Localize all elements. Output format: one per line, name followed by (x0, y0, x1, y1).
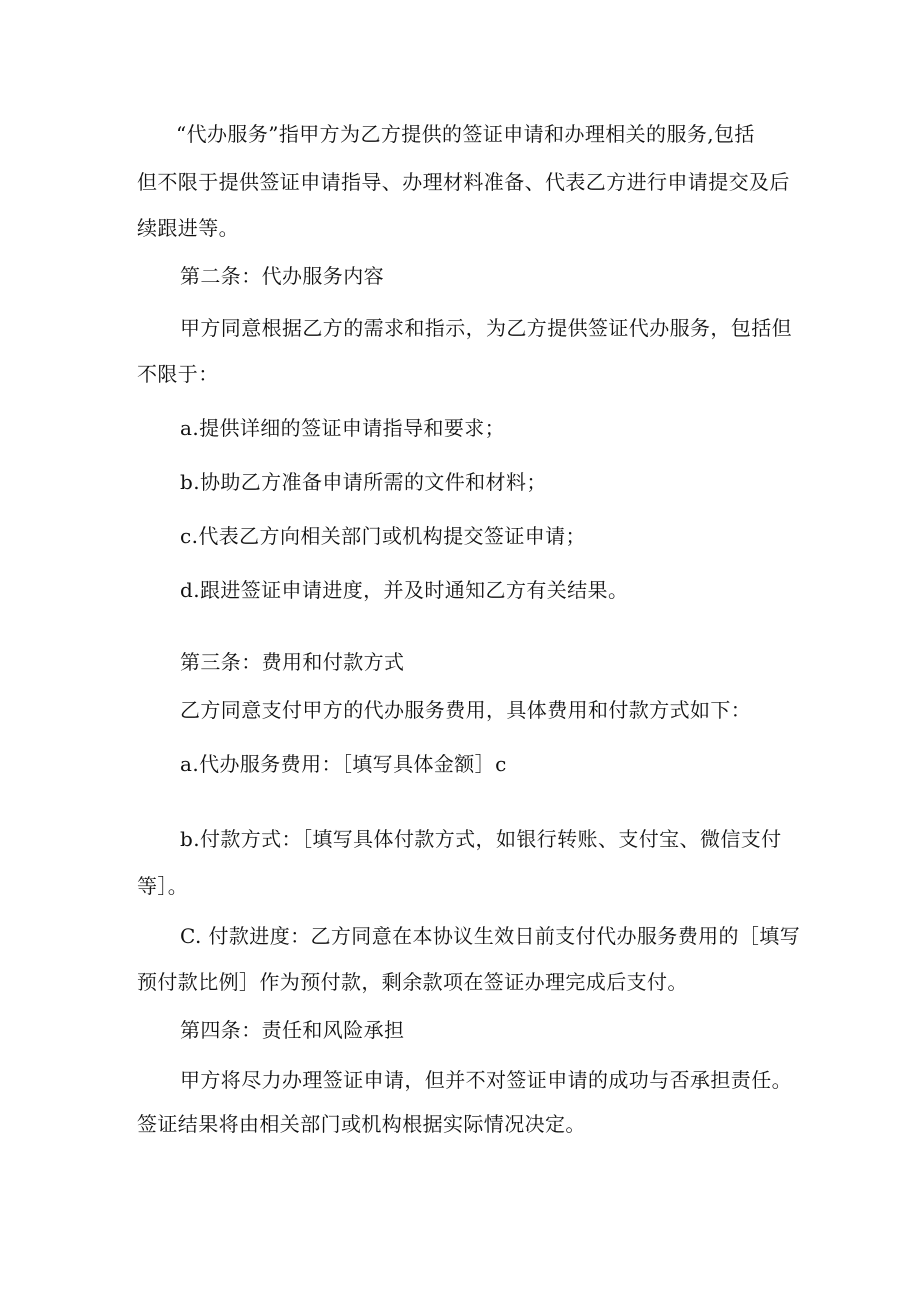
article-3-title: 第三条：费用和付款方式 (180, 650, 405, 674)
article-2-paragraph-line-2: 不限于： (137, 362, 219, 386)
article-2-item-c: c.代表乙方向相关部门或机构提交签证申请； (180, 524, 586, 548)
article-3-paragraph: 乙方同意支付甲方的代办服务费用，具体费用和付款方式如下： (180, 698, 752, 722)
article-3-item-c-line-2: 预付款比例］作为预付款，剩余款项在签证办理完成后支付。 (137, 970, 688, 994)
article-3-item-a: a.代办服务费用：［填写具体金额］c (180, 752, 507, 776)
article-3-item-c-line-1: C. 付款进度：乙方同意在本协议生效日前支付代办服务费用的［填写 (180, 924, 801, 948)
definition-line-3: 续跟进等。 (137, 216, 239, 240)
article-2-title: 第二条：代办服务内容 (180, 264, 384, 288)
article-2-item-a: a.提供详细的签证申请指导和要求； (180, 416, 506, 440)
article-2-paragraph-line-1: 甲方同意根据乙方的需求和指示，为乙方提供签证代办服务，包括但 (180, 316, 792, 340)
definition-line-1: “代办服务”指甲方为乙方提供的签证申请和办理相关的服务,包括 (176, 122, 755, 146)
article-4-paragraph-line-1: 甲方将尽力办理签证申请，但并不对签证申请的成功与否承担责任。 (180, 1068, 792, 1092)
article-3-item-b-line-2: 等］。 (137, 874, 189, 898)
article-3-item-b-line-1: b.付款方式：［填写具体付款方式，如银行转账、支付宝、微信支付 (180, 827, 782, 851)
article-4-paragraph-line-2: 签证结果将由相关部门或机构根据实际情况决定。 (137, 1112, 586, 1136)
article-2-item-d: d.跟进签证申请进度，并及时通知乙方有关结果。 (180, 578, 629, 602)
article-2-item-b: b.协助乙方准备申请所需的文件和材料； (180, 470, 547, 494)
definition-line-2: 但不限于提供签证申请指导、办理材料准备、代表乙方进行申请提交及后 (137, 170, 790, 194)
article-4-title: 第四条：责任和风险承担 (180, 1018, 405, 1042)
